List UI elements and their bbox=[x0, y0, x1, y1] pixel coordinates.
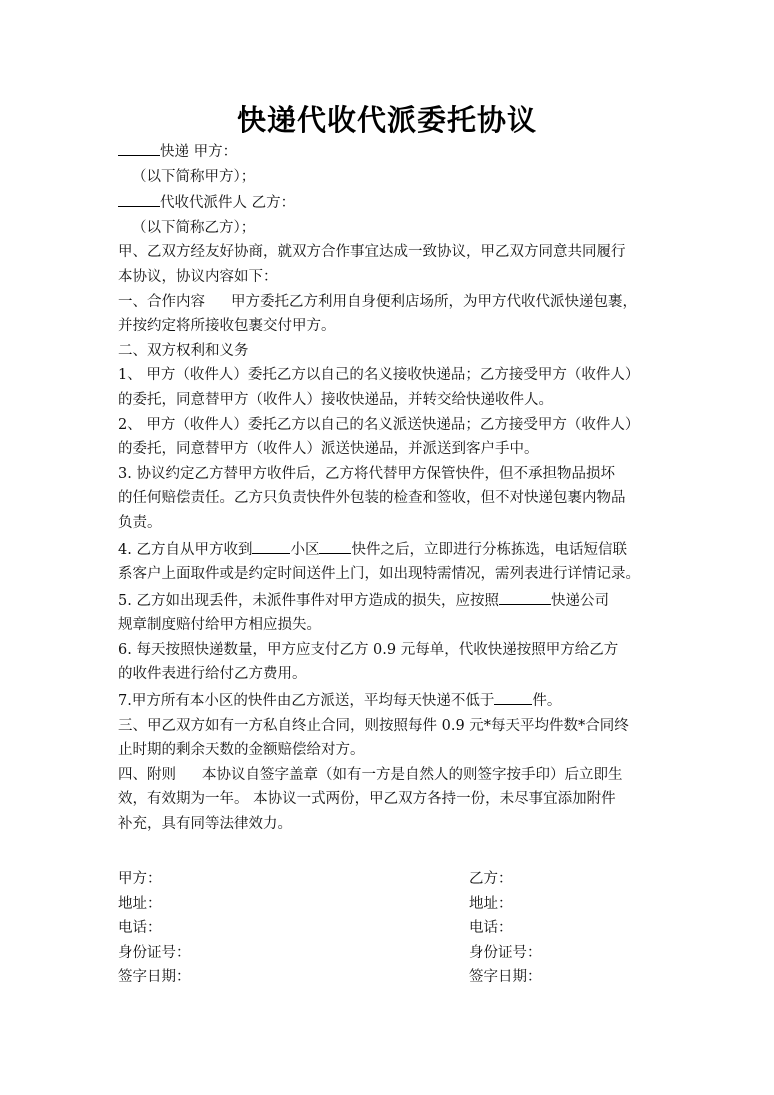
item6-line: 的收件表进行给付乙方费用。 bbox=[118, 666, 307, 683]
section3-line: 三、甲乙双方如有一方私自终止合同，则按照每件 0.9 元*每天平均件数*合同终 bbox=[118, 717, 629, 734]
blank-field bbox=[118, 189, 160, 207]
party-a-sign-label: 甲方： bbox=[118, 871, 162, 887]
item1-line: 的委托，同意替甲方（收件人）接收快递品，并转交给快递收件人。 bbox=[118, 391, 553, 408]
item6-line: 6. 每天按照快递数量，甲方应支付乙方 0.9 元每单，代收快递按照甲方给乙方 bbox=[118, 641, 619, 658]
page-title: 快递代收代派委托协议 bbox=[236, 103, 537, 137]
signature-block bbox=[118, 867, 663, 990]
section1-line: 一、合作内容 甲方委托乙方利用自身便利店场所，为甲方代收代派快递包裹， bbox=[118, 293, 637, 310]
signature-row bbox=[118, 916, 663, 941]
sign-date-label: 签字日期： bbox=[118, 969, 191, 986]
item1-line: 1、 甲方（收件人）委托乙方以自己的名义接收快递品；乙方接受甲方（收件人） bbox=[118, 367, 640, 384]
address-label: 地址： bbox=[118, 895, 162, 912]
item2-line: 的委托，同意替甲方（收件人）派送快递品，并派送到客户手中。 bbox=[118, 441, 539, 458]
item5-line: 规章制度赔付给甲方相应损失。 bbox=[118, 617, 321, 634]
blank-field bbox=[319, 536, 351, 554]
blank-field bbox=[118, 138, 160, 156]
preamble-line: 本协议，协议内容如下： bbox=[118, 268, 278, 285]
phone-label: 电话： bbox=[118, 920, 162, 937]
blank-field bbox=[252, 536, 290, 554]
section1-line: 并按约定将所接收包裹交付甲方。 bbox=[118, 318, 336, 335]
id-number-label: 身份证号： bbox=[118, 944, 191, 961]
signature-row bbox=[118, 892, 663, 917]
party-a-line: 快递 甲方： bbox=[118, 138, 663, 165]
blank-field bbox=[499, 587, 551, 605]
section4-line: 四、附则 本协议自签字盖章（如有一方是自然人的则签字按手印）后立即生 bbox=[118, 766, 623, 783]
item4-line: 系客户上面取件或是约定时间送件上门，如出现特需情况，需列表进行详情记录。 bbox=[118, 566, 640, 583]
preamble-line: 甲、乙双方经友好协商，就双方合作事宜达成一致协议，甲乙双方同意共同履行 bbox=[118, 244, 626, 261]
sign-date-label: 签字日期： bbox=[469, 969, 542, 986]
party-b-sign-label: 乙方： bbox=[469, 871, 513, 887]
signature-row bbox=[118, 965, 663, 990]
party-a-note: （以下简称甲方）； bbox=[132, 168, 256, 185]
signature-row bbox=[118, 941, 663, 966]
item3-line: 3. 协议约定乙方替甲方收件后，乙方将代替甲方保管快件，但不承担物品损坏 bbox=[118, 465, 615, 482]
signature-row bbox=[118, 867, 663, 892]
section4-line: 补充，具有同等法律效力。 bbox=[118, 816, 292, 833]
contract-body bbox=[118, 138, 663, 837]
item3-line: 的任何赔偿责任。乙方只负责快件外包装的检查和签收，但不对快递包裹内物品 bbox=[118, 490, 626, 507]
item3-line: 负责。 bbox=[118, 514, 162, 531]
section2-heading: 二、双方权利和义务 bbox=[118, 342, 249, 359]
item2-line: 2、 甲方（收件人）委托乙方以自己的名义派送快递品；乙方接受甲方（收件人） bbox=[118, 416, 640, 433]
item5-line: 5. 乙方如出现丢件，未派件事件对甲方造成的损失，应按照 快递公司 bbox=[118, 587, 663, 614]
party-b-line: 代收代派件人 乙方： bbox=[118, 189, 663, 216]
section3-line: 止时期的剩余天数的金额赔偿给对方。 bbox=[118, 742, 365, 759]
phone-label: 电话： bbox=[469, 920, 513, 937]
item4-line: 4. 乙方自从甲方收到 小区 快件之后，立即进行分栋拣选，电话短信联 bbox=[118, 536, 663, 563]
address-label: 地址： bbox=[469, 895, 513, 912]
party-b-note: （以下简称乙方）； bbox=[132, 219, 256, 236]
item7-line: 7.甲方所有本小区的快件由乙方派送，平均每天快递不低于 件。 bbox=[118, 687, 663, 714]
section4-line: 效，有效期为一年。 本协议一式两份，甲乙双方各持一份，未尽事宜添加附件 bbox=[118, 791, 616, 808]
id-number-label: 身份证号： bbox=[469, 944, 542, 961]
blank-field bbox=[494, 687, 532, 705]
